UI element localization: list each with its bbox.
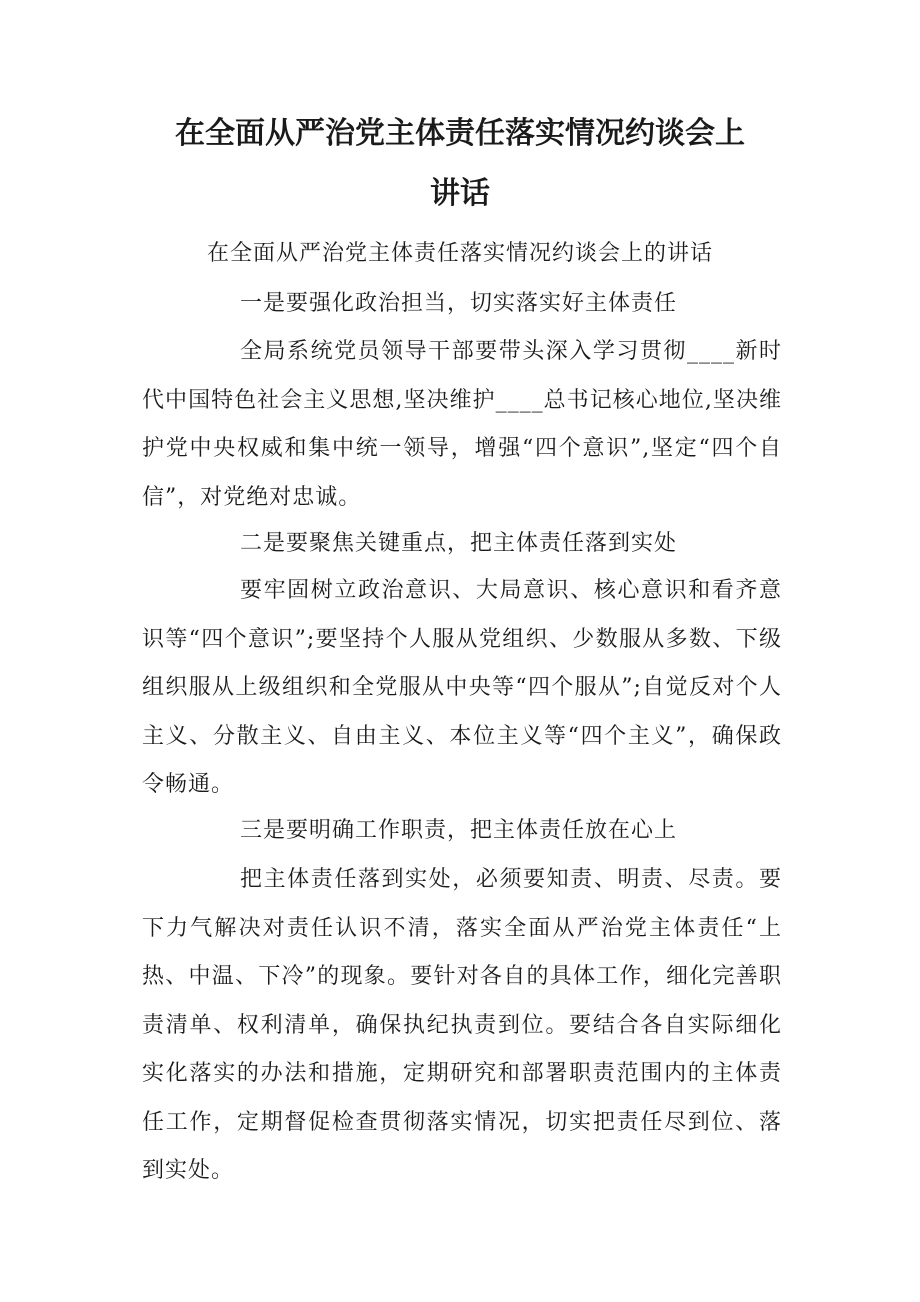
section-3-paragraph: 把主体责任落到实处，必须要知责、明责、尽责。要下力气解决对责任认识不清，落实全面从严治党主体责任“上热、中温、下冷”的现象。要针对各自的具体工作，细化完善职责清单、权利清单，确保执纪执责到位。要结合各自实际细化实化落实的办法和措施，定期研究和部署职责范围内的主体责任工作，定期督促检查贯彻落实情况，切实把责任尽到位、落到实处。 <box>142 867 782 1183</box>
section-1-heading: 一是要强化政治担当，切实落实好主体责任 <box>240 291 678 316</box>
document-subtitle: 在全面从严治党主体责任落实情况约谈会上的讲话 <box>206 241 713 266</box>
section-2-paragraph: 要牢固树立政治意识、大局意识、核心意识和看齐意识等“四个意识”;要坚持个人服从党组织、少数服从多数、下级组织服从上级组织和全党服从中央等“四个服从”;自觉反对个人主义、分散主义、自由主义、本位主义等“四个主义”，确保政令畅通。 <box>142 578 782 797</box>
section-1-paragraph: 全局系统党员领导干部要带头深入学习贯彻____新时代中国特色社会主义思想,坚决维护____总书记核心地位,坚决维护党中央权威和集中统一领导，增强“四个意识”,坚定“四个自信”，对党绝对忠诚。 <box>142 339 782 510</box>
title-line-2: 讲话 <box>430 176 490 211</box>
section-3-heading: 三是要明确工作职责，把主体责任放在心上 <box>240 818 678 843</box>
section-2-heading: 二是要聚焦关键重点，把主体责任落到实处 <box>240 531 678 556</box>
document-title <box>140 104 780 224</box>
title-line-1: 在全面从严治党主体责任落实情况约谈会上 <box>175 116 745 151</box>
